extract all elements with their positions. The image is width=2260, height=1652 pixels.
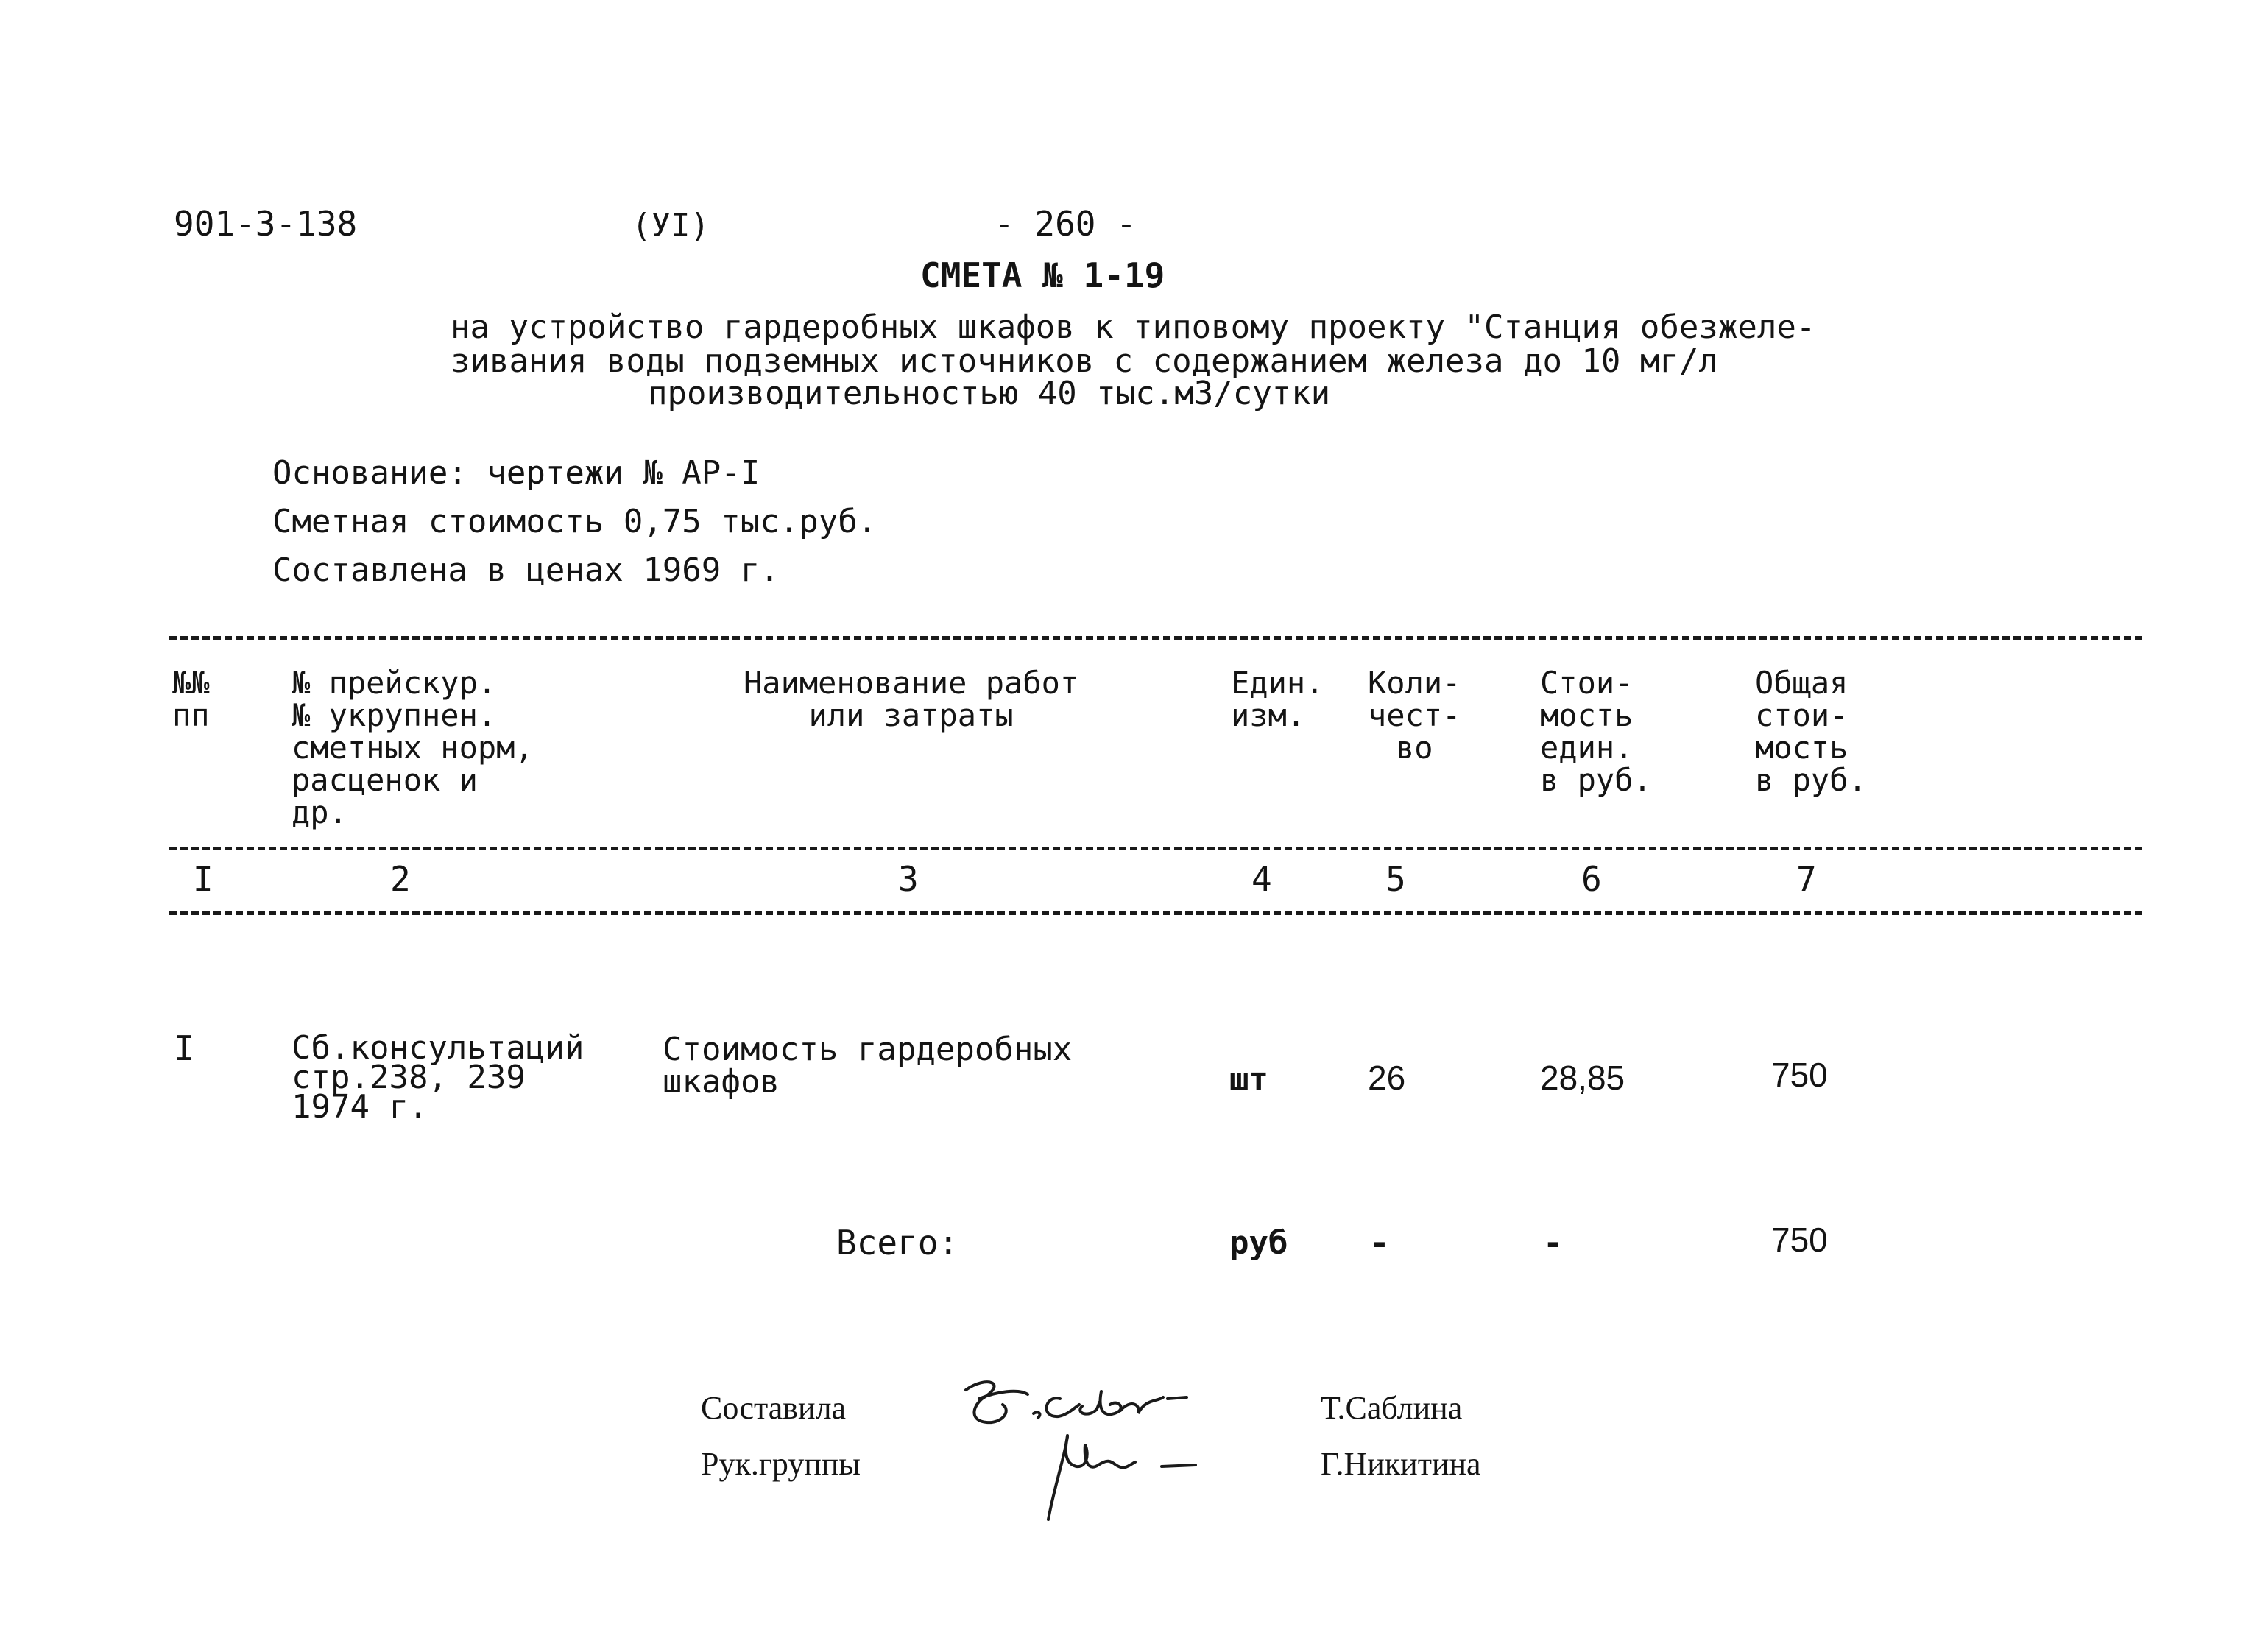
table-header-rule: [169, 847, 2142, 850]
column-header-quantity: Коли- чест- во: [1368, 665, 1461, 766]
page-number: - 260 -: [994, 204, 1137, 244]
row-unit: шт: [1229, 1061, 1268, 1098]
estimated-cost-line: Сметная стоимость 0,75 тыс.руб.: [272, 503, 877, 540]
group-head-name: Г.Никитина: [1321, 1446, 1481, 1482]
row-total-cost: 750: [1771, 1056, 1828, 1094]
group-head-label: Рук.группы: [701, 1446, 861, 1482]
estimate-title: СМЕТА № 1-19: [920, 255, 1165, 295]
total-unit-cost: -: [1543, 1223, 1564, 1263]
column-number-6: 6: [1581, 859, 1602, 899]
table-numbers-rule: [169, 911, 2142, 915]
column-header-number: №№ пп: [172, 665, 210, 733]
table-top-rule: [169, 636, 2142, 640]
row-unit-cost: 28,85: [1540, 1059, 1625, 1097]
estimate-description-line2: зивания воды подземных источников с содержанием железа до 10 мг/л: [451, 342, 1718, 380]
total-unit: руб: [1229, 1224, 1288, 1262]
column-header-unit: Един. изм.: [1231, 665, 1324, 733]
head-signature-graphic: [1038, 1428, 1207, 1524]
column-header-price-ref: № прейскур. № укрупнен. сметных норм, расценок и др.: [292, 665, 534, 830]
column-number-3: 3: [898, 859, 919, 899]
total-cost: 750: [1771, 1221, 1828, 1259]
column-number-7: 7: [1796, 859, 1817, 899]
price-basis-line: Составлена в ценах 1969 г.: [272, 551, 780, 589]
column-number-1: I: [193, 859, 213, 899]
row-price-reference: Сб.консультаций стр.238, 239 1974 г.: [292, 1029, 585, 1126]
column-number-5: 5: [1385, 859, 1406, 899]
column-header-total-cost: Общая стои- мость в руб.: [1755, 665, 1867, 798]
compiler-name: Т.Саблина: [1321, 1390, 1463, 1426]
column-number-2: 2: [390, 859, 411, 899]
document-code: 901-3-138: [174, 204, 358, 244]
column-number-4: 4: [1251, 859, 1272, 899]
row-number: I: [174, 1028, 194, 1068]
basis-line: Основание: чертежи № АР-I: [272, 454, 760, 492]
document-mark: (УI): [632, 207, 710, 244]
total-label: Всего:: [836, 1223, 959, 1263]
column-header-work-name: Наименование работ или затраты: [744, 665, 1079, 733]
total-quantity: -: [1369, 1223, 1390, 1263]
column-header-unit-cost: Стои- мость един. в руб.: [1540, 665, 1652, 798]
estimate-description-line3: производительностью 40 тыс.м3/сутки: [648, 375, 1331, 412]
estimate-description-line1: на устройство гардеробных шкафов к типовому проекту "Станция обезжеле-: [451, 308, 1816, 346]
row-quantity: 26: [1368, 1059, 1406, 1097]
compiled-by-label: Составила: [701, 1390, 847, 1426]
row-work-name: Стоимость гардеробных шкафов: [663, 1031, 1073, 1101]
